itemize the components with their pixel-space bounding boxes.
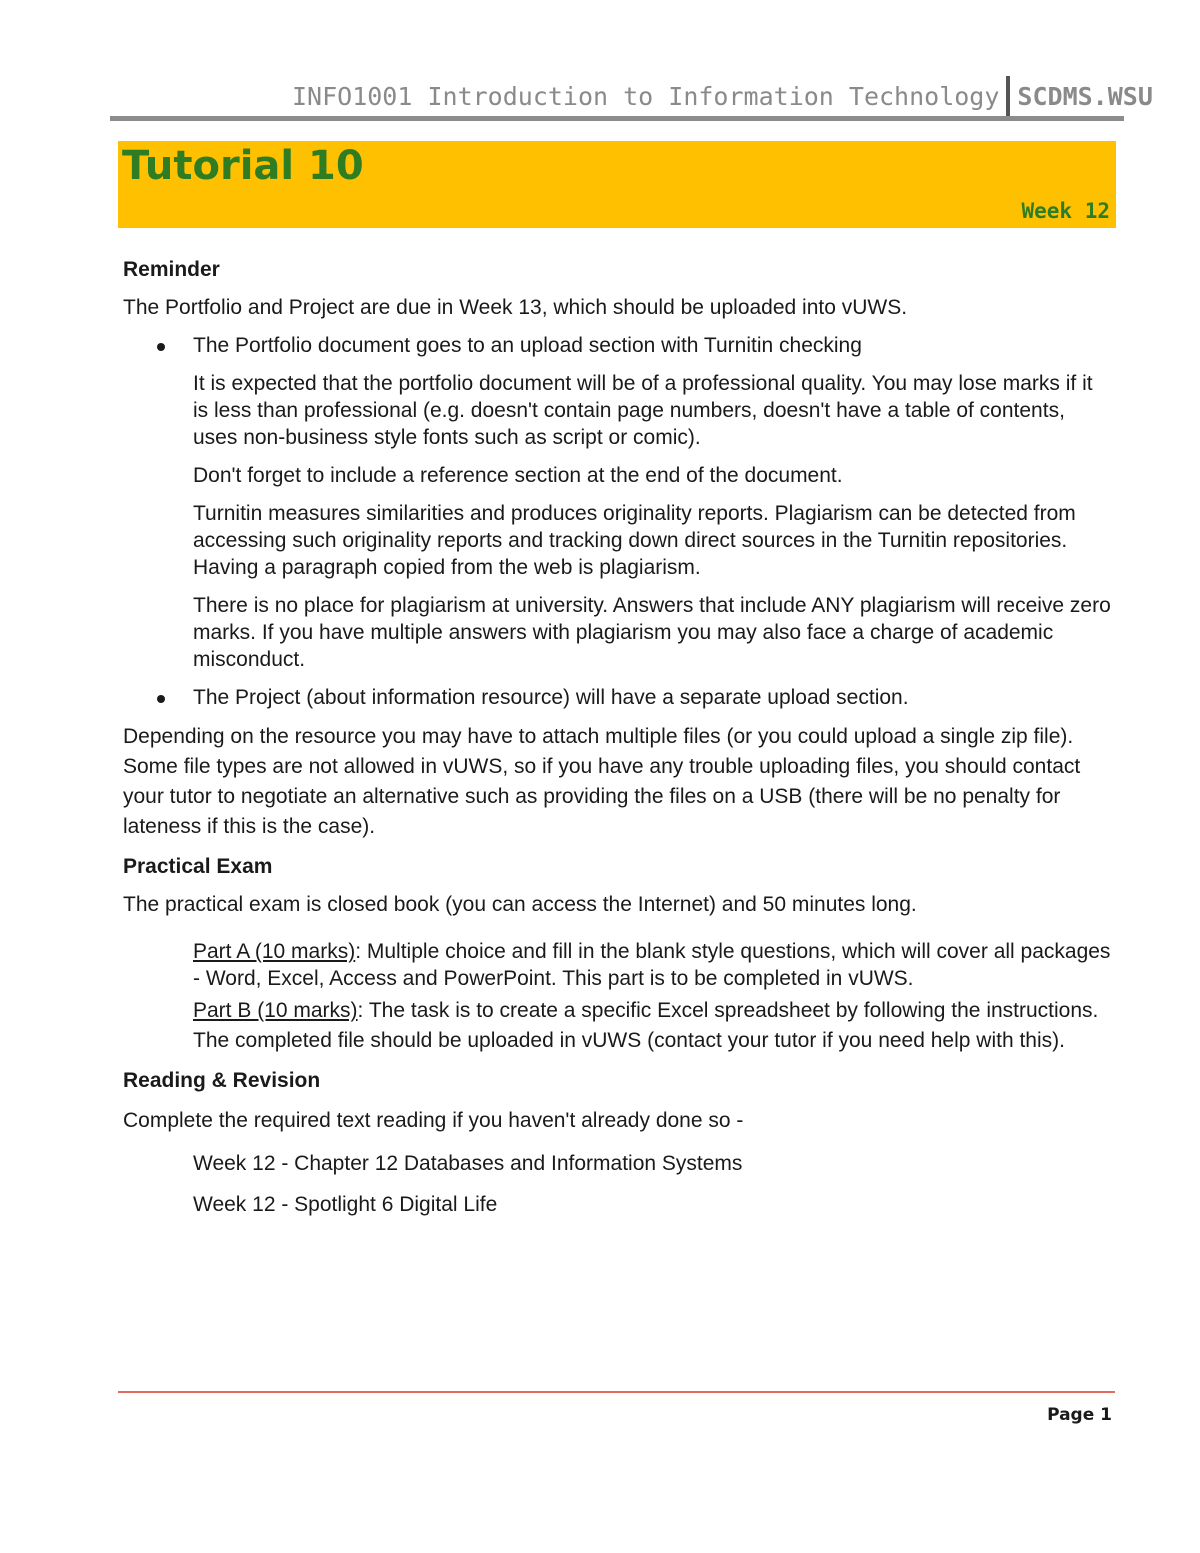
part-a-description (123, 938, 1113, 992)
document-header (292, 76, 1153, 116)
reminder-intro: The Portfolio and Project are due in Week 13, which should be uploaded into vUWS. (123, 296, 908, 319)
exam-heading: Practical Exam (123, 855, 273, 878)
header-divider (1006, 76, 1010, 116)
week-label: Week 12 (1021, 199, 1110, 223)
bullet-icon (157, 343, 165, 351)
list-item (123, 332, 1113, 359)
document-body (123, 256, 1113, 1218)
footer-rule (118, 1391, 1115, 1393)
part-b-text: : The task is to create a specific Excel spreadsheet by following the instructions. The completed file should be uploaded in vUWS (contact your tutor if you need help with this). (193, 999, 1099, 1052)
portfolio-quality-note: It is expected that the portfolio document will be of a professional quality. You may lose marks if it is less than professional (e.g. doesn't contain page numbers, doesn't have a table of contents, uses non-business style fonts such as script or comic). (193, 372, 1093, 449)
reminder-heading: Reminder (123, 258, 220, 281)
reading-item: Week 12 - Chapter 12 Databases and Information Systems (193, 1152, 743, 1175)
bullet-portfolio: The Portfolio document goes to an upload section with Turnitin checking (193, 334, 862, 357)
part-b-label: Part B (10 marks) (193, 999, 358, 1022)
reading-intro: Complete the required text reading if you haven't already done so - (123, 1109, 744, 1132)
reading-item: Week 12 - Spotlight 6 Digital Life (193, 1193, 498, 1216)
reading-heading: Reading & Revision (123, 1069, 321, 1092)
page-number: Page 1 (1047, 1405, 1112, 1425)
bullet-icon (157, 695, 165, 703)
part-a-label: Part A (10 marks) (193, 940, 356, 963)
upload-note: Depending on the resource you may have to attach multiple files (or you could upload a single zip file). Some file types are not allowed in vUWS, so if you have any trouble uploading files, you should contact your tutor to negotiate an alternative such as providing the files on a USB (there will be no penalty for lateness if this is the case). (123, 725, 1081, 838)
exam-intro: The practical exam is closed book (you can access the Internet) and 50 minutes long. (123, 893, 917, 916)
turnitin-note: Turnitin measures similarities and produces originality reports. Plagiarism can be detected from accessing such originality reports and tracking down direct sources in the Turnitin repositories. Having a paragraph copied from the web is plagiarism. (193, 502, 1076, 579)
reference-note: Don't forget to include a reference section at the end of the document. (193, 464, 843, 487)
bullet-project: The Project (about information resource) will have a separate upload section. (193, 686, 909, 709)
course-title: INFO1001 Introduction to Information Technology (292, 81, 1000, 111)
organization-name: SCDMS.WSU (1017, 81, 1153, 111)
part-b-description (123, 996, 1113, 1056)
tutorial-title: Tutorial 10 (122, 143, 364, 189)
part-a-text: : Multiple choice and fill in the blank style questions, which will cover all packages - Word, Excel, Access and PowerPoint. This part is to be completed in vUWS. (193, 940, 1111, 990)
title-banner (118, 141, 1116, 228)
list-item (123, 684, 1113, 711)
header-rule (110, 116, 1124, 121)
plagiarism-note: There is no place for plagiarism at university. Answers that include ANY plagiarism will receive zero marks. If you have multiple answers with plagiarism you may also face a charge of academic misconduct. (193, 594, 1111, 671)
